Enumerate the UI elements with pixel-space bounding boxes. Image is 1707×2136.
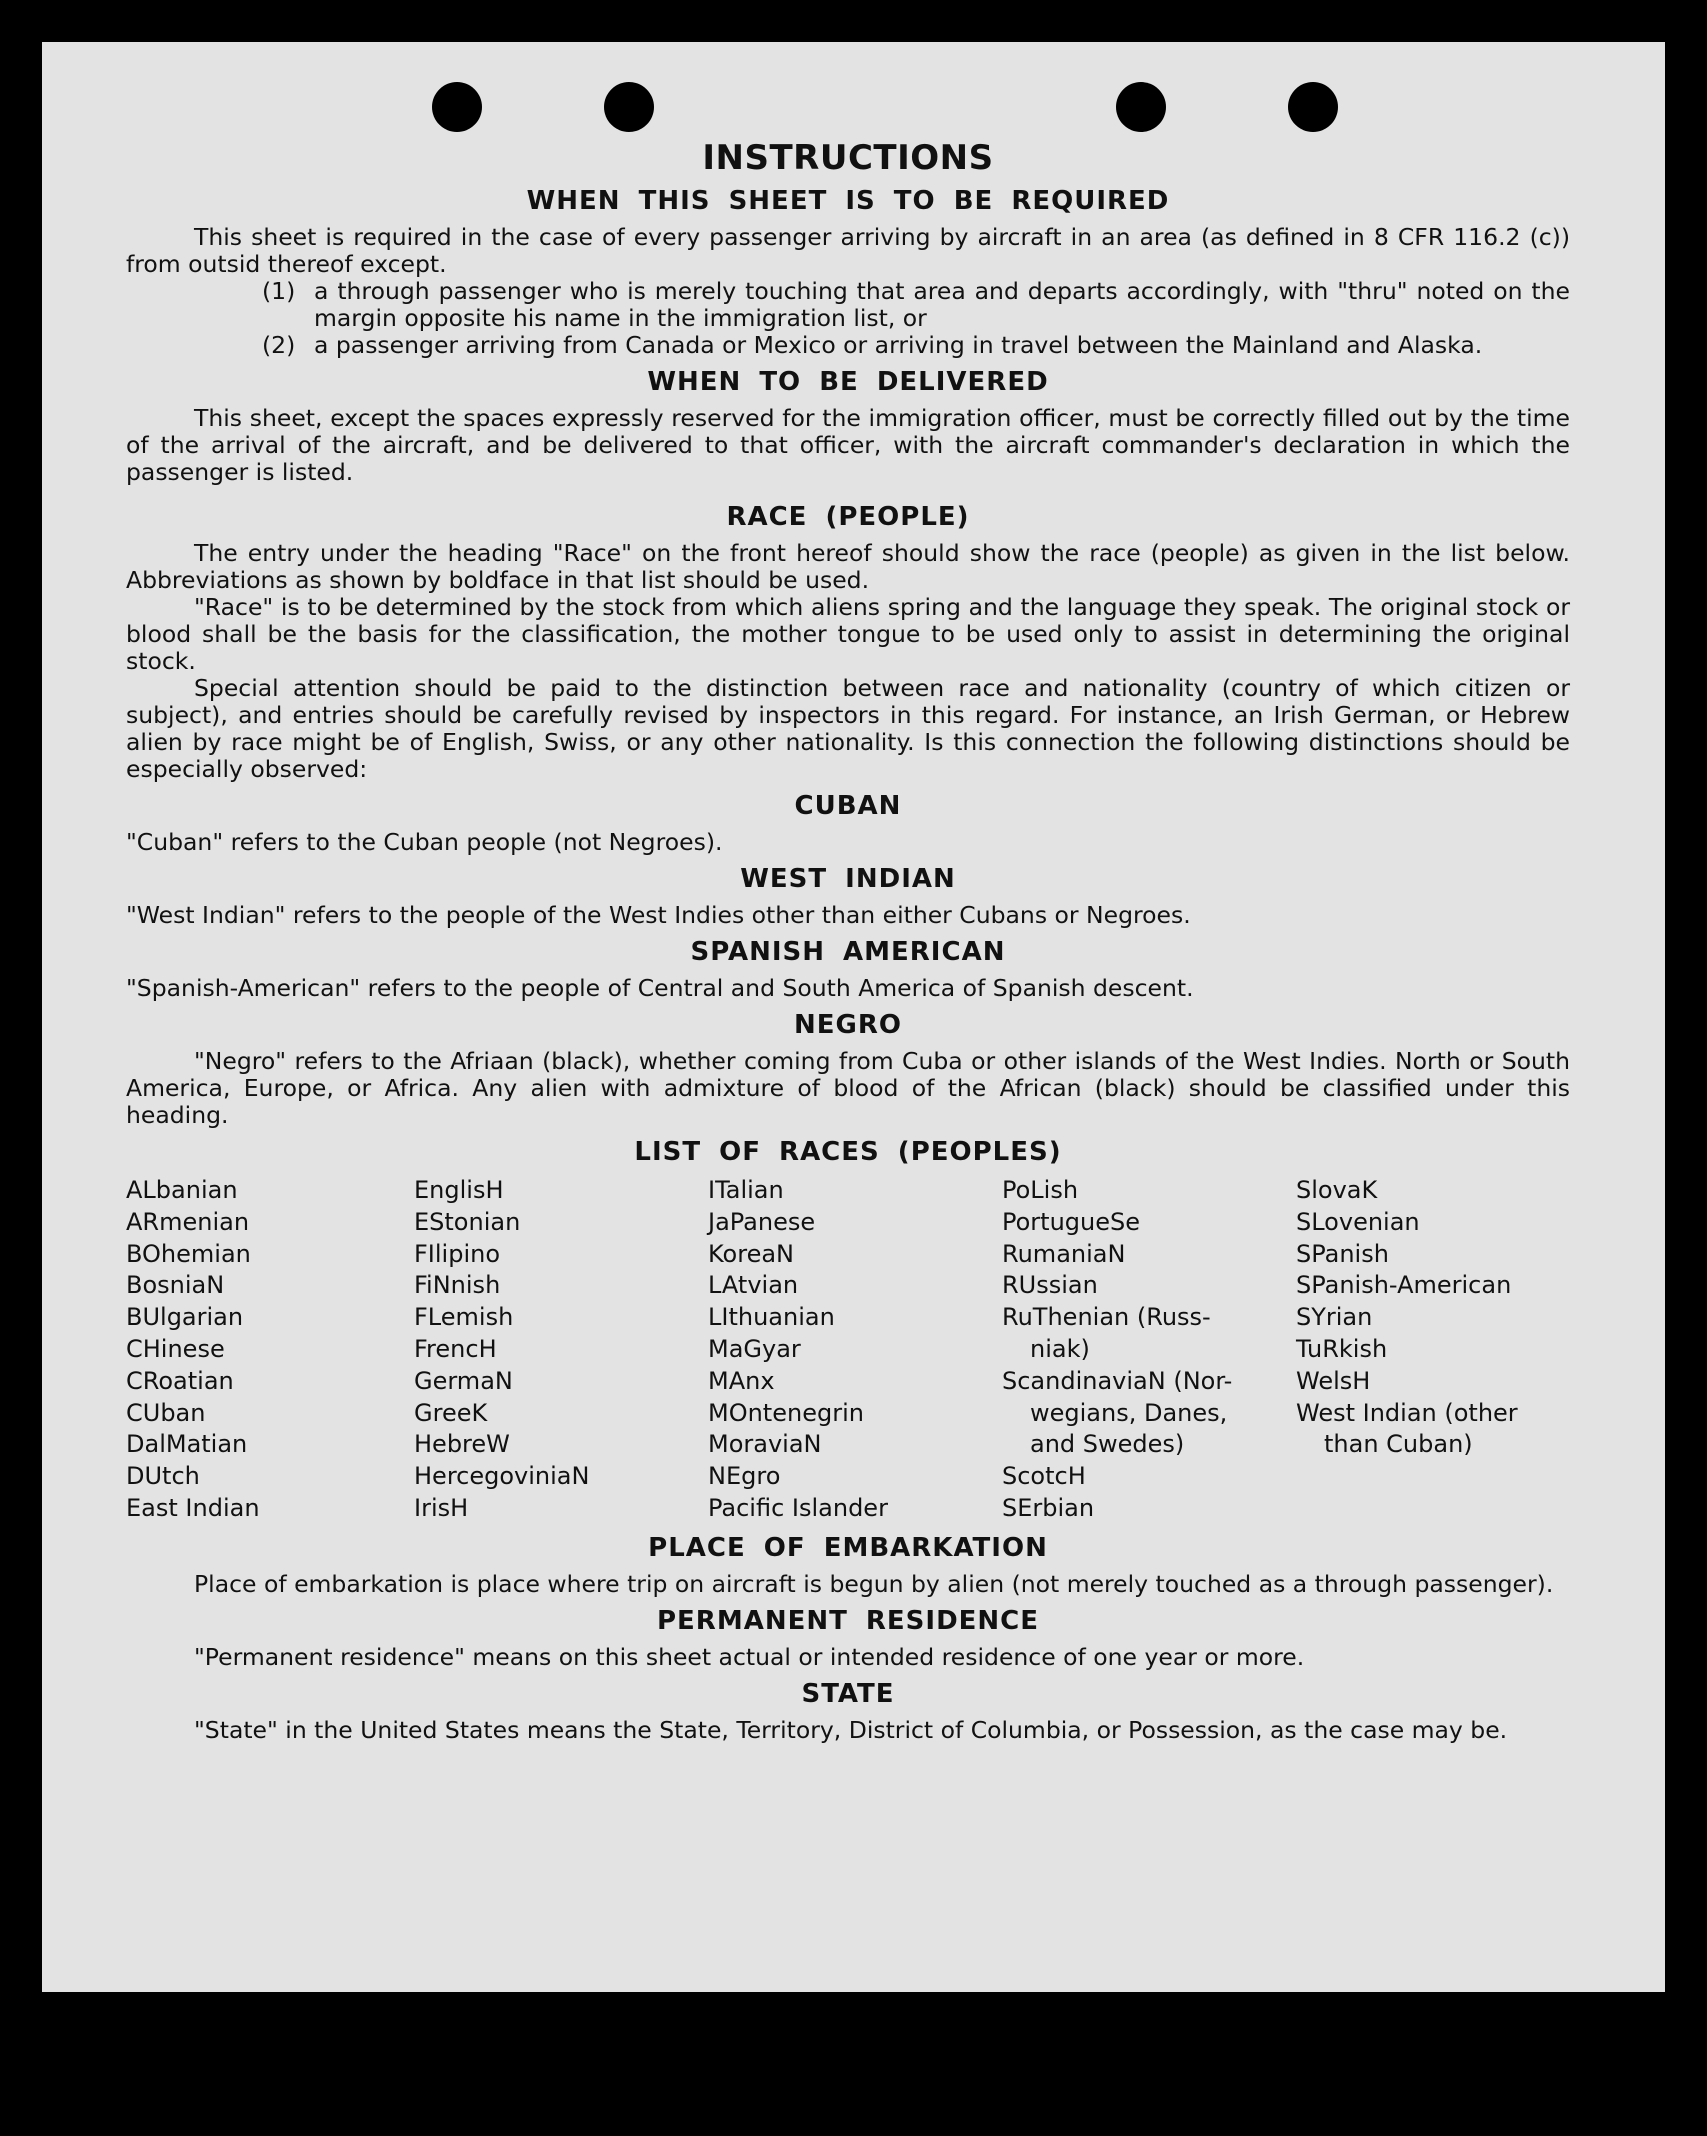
races-column	[126, 1175, 414, 1525]
punch-hole	[432, 82, 482, 132]
when-delivered-text: This sheet, except the spaces expressly reserved for the immigration officer, must be correctly filled out by the time of the arrival of the aircraft, and be delivered to that officer, with the aircraft commander's declaration in which the passenger is listed.	[126, 404, 1570, 486]
instructions-content	[126, 138, 1570, 1744]
exception-item-1	[126, 278, 1570, 332]
heading-when-delivered: WHEN TO BE DELIVERED	[647, 367, 1049, 397]
race-entry: SPanish-American	[1296, 1271, 1512, 1300]
races-list	[126, 1175, 1570, 1525]
race-entry: ITalian	[708, 1176, 784, 1204]
race-entry: LAtvian	[708, 1271, 799, 1300]
races-column	[1002, 1175, 1296, 1525]
race-entry: FiNnish	[414, 1271, 501, 1300]
race-entry: BosniaN	[126, 1271, 225, 1300]
exception-number: (1)	[262, 277, 296, 305]
race-entry: HebreW	[414, 1430, 510, 1459]
west-indian-text: "West Indian" refers to the people of the West Indies other than either Cubans or Negroes.	[126, 901, 1191, 929]
races-column	[708, 1175, 1002, 1525]
race-entry: FLemish	[414, 1303, 514, 1332]
exception-text: a through passenger who is merely touching that area and departs accordingly, with "thru" noted on the margin opposite his name in the immigration list, or	[314, 277, 1570, 332]
heading-negro: NEGRO	[794, 1010, 902, 1040]
race-entry: KoreaN	[708, 1239, 794, 1268]
race-entry: ScandinaviaN (Nor-	[1002, 1366, 1233, 1395]
race-entry: niak)	[1030, 1334, 1090, 1363]
punch-hole	[604, 82, 654, 132]
race-paragraph: "Race" is to be determined by the stock from which aliens spring and the language they speak. The original stock or blood shall be the basis for the classification, the mother tongue to be used only to assist in determining the original stock.	[126, 593, 1570, 675]
race-entry: NEgro	[708, 1462, 781, 1491]
race-entry: FrencH	[414, 1334, 497, 1363]
heading-list-of-races: LIST OF RACES (PEOPLES)	[634, 1137, 1062, 1167]
race-entry: TuRkish	[1296, 1334, 1388, 1363]
race-entry: RumaniaN	[1002, 1239, 1126, 1268]
race-entry: LIthuanian	[708, 1303, 835, 1332]
state-text: "State" in the United States means the State, Territory, District of Columbia, or Possession, as the case may be.	[194, 1715, 1508, 1744]
heading-permanent-residence: PERMANENT RESIDENCE	[656, 1605, 1040, 1636]
race-entry: CRoatian	[126, 1366, 234, 1395]
race-entry: SYrian	[1296, 1303, 1373, 1332]
permanent-residence-text: "Permanent residence" means on this sheet actual or intended residence of one year or more.	[194, 1642, 1305, 1671]
when-required-text: This sheet is required in the case of every passenger arriving by aircraft in an area (as defined in 8 CFR 116.2 (c)) from outsid thereof except.	[126, 223, 1570, 278]
embarkation-text: Place of embarkation is place where trip on aircraft is begun by alien (not merely touched as a through passenger).	[194, 1569, 1554, 1598]
document-page	[42, 42, 1665, 1992]
negro-text: "Negro" refers to the Afriaan (black), whether coming from Cuba or other islands of the West Indies. North or South America, Europe, or Africa. Any alien with admixture of blood of the African (black) should be classified under this heading.	[126, 1047, 1570, 1129]
race-entry: WelsH	[1296, 1366, 1371, 1395]
race-entry: than Cuban)	[1324, 1430, 1473, 1459]
heading-when-required: WHEN THIS SHEET IS TO BE REQUIRED	[526, 186, 1170, 216]
race-entry: SLovenian	[1296, 1207, 1420, 1236]
heading-cuban: CUBAN	[794, 791, 902, 821]
punch-hole	[1288, 82, 1338, 132]
race-entry: and Swedes)	[1030, 1430, 1185, 1459]
race-entry: PortugueSe	[1002, 1207, 1140, 1236]
exception-number: (2)	[262, 331, 296, 359]
race-paragraph: The entry under the heading "Race" on the front hereof should show the race (people) as given in the list below. Abbreviations as shown by boldface in that list should be used.	[126, 539, 1570, 594]
race-entry: PoLish	[1002, 1176, 1079, 1204]
race-entry: MOntenegrin	[708, 1398, 864, 1427]
race-entry: ALbanian	[126, 1176, 238, 1204]
race-entry: RUssian	[1002, 1271, 1098, 1300]
heading-state: STATE	[801, 1678, 895, 1709]
race-entry: BUlgarian	[126, 1303, 244, 1332]
race-entry: MAnx	[708, 1366, 775, 1395]
race-entry: BOhemian	[126, 1239, 251, 1268]
exception-text: a passenger arriving from Canada or Mexico or arriving in travel between the Mainland and Alaska.	[314, 331, 1483, 359]
race-entry: EnglisH	[414, 1176, 504, 1204]
race-entry: FIlipino	[414, 1239, 501, 1268]
race-entry: IrisH	[414, 1493, 469, 1522]
race-entry: GreeK	[414, 1398, 488, 1427]
heading-race: RACE (PEOPLE)	[726, 502, 970, 532]
race-entry: JaPanese	[708, 1207, 816, 1236]
race-entry: ARmenian	[126, 1207, 250, 1236]
cuban-text: "Cuban" refers to the Cuban people (not Negroes).	[126, 828, 723, 856]
heading-west-indian: WEST INDIAN	[740, 864, 956, 894]
race-entry: SlovaK	[1296, 1176, 1378, 1204]
race-entry: EStonian	[414, 1207, 521, 1236]
races-column	[414, 1175, 708, 1525]
race-entry: RuThenian (Russ-	[1002, 1303, 1211, 1332]
heading-embarkation: PLACE OF EMBARKATION	[648, 1532, 1048, 1563]
punch-hole	[1116, 82, 1166, 132]
race-entry: CHinese	[126, 1334, 225, 1363]
races-column	[1296, 1175, 1570, 1525]
race-entry: SErbian	[1002, 1493, 1095, 1522]
race-entry: GermaN	[414, 1366, 513, 1395]
race-entry: MoraviaN	[708, 1430, 822, 1459]
race-entry: MaGyar	[708, 1334, 801, 1363]
race-entry: HercegoviniaN	[414, 1462, 590, 1491]
race-entry: DalMatian	[126, 1430, 248, 1459]
race-entry: Pacific Islander	[708, 1493, 888, 1522]
exception-item-2	[126, 332, 1570, 359]
race-entry: SPanish	[1296, 1239, 1389, 1268]
race-entry: ScotcH	[1002, 1462, 1086, 1491]
race-entry: CUban	[126, 1398, 206, 1427]
race-entry: DUtch	[126, 1462, 200, 1491]
page-title: INSTRUCTIONS	[702, 138, 994, 178]
race-entry: East Indian	[126, 1493, 260, 1522]
spanish-american-text: "Spanish-American" refers to the people of Central and South America of Spanish descent.	[126, 974, 1194, 1002]
race-paragraph: Special attention should be paid to the distinction between race and nationality (country of which citizen or subject), and entries should be carefully revised by inspectors in this regard. For instance, an Irish German, or Hebrew alien by race might be of English, Swiss, or any other nationality. Is this connection the following distinctions should be especially observed:	[126, 674, 1570, 783]
race-entry: wegians, Danes,	[1030, 1398, 1228, 1427]
heading-spanish-american: SPANISH AMERICAN	[690, 937, 1006, 967]
race-entry: West Indian (other	[1296, 1398, 1518, 1427]
